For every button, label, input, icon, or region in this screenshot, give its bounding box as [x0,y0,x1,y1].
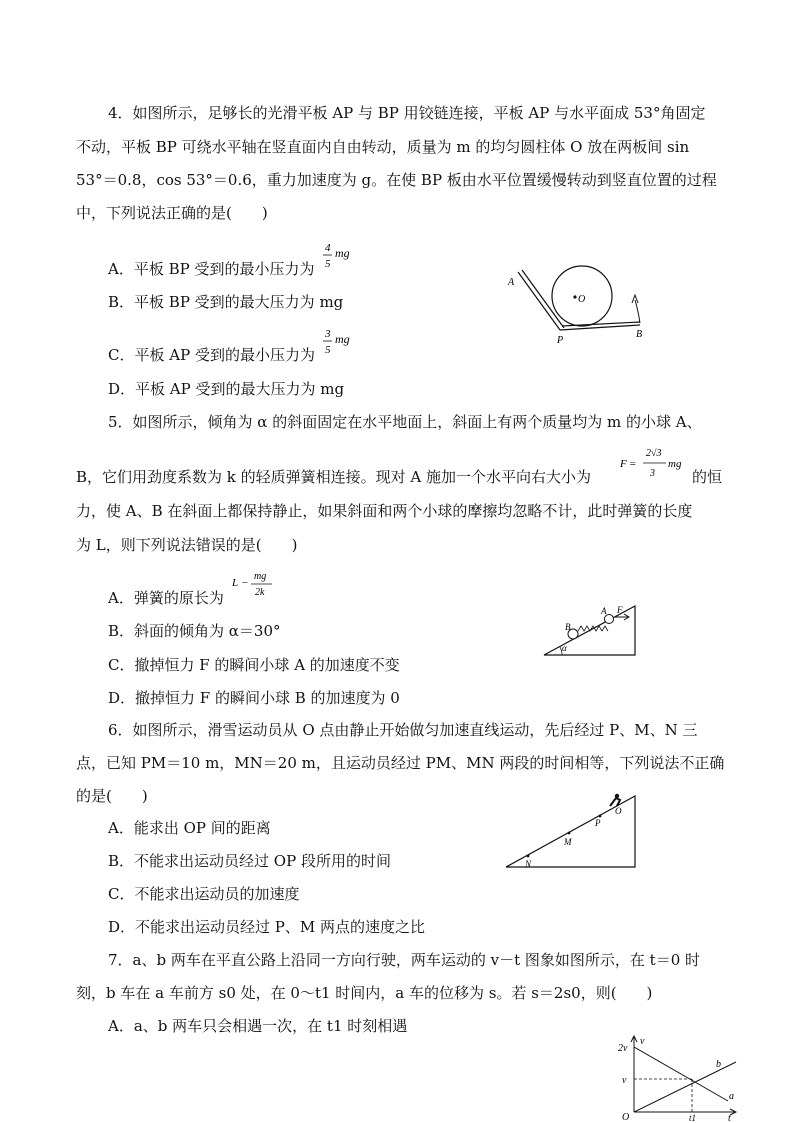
q7-vt-graph [612,1032,744,1122]
q6-label-p: P [595,818,601,828]
q5-line-2-tail: 的恒 [692,468,723,486]
q6-label-o: O [615,806,622,816]
q6-line-3: 的是( ) [76,787,148,805]
svg-text:3: 3 [650,468,655,479]
svg-text:mg: mg [335,246,350,260]
q6-option-b: B．不能求出运动员经过 OP 段所用的时间 [108,852,391,870]
q6-line-1: 6．如图所示，滑雪运动员从 O 点由静止开始做匀加速直线运动，先后经过 P、M、N 三 [108,721,698,739]
q5-option-a-math [232,567,284,607]
q5-label-alpha: α [562,643,567,653]
q5-option-c: C．撤掉恒力 F 的瞬间小球 A 的加速度不变 [108,656,400,674]
q4-figure [500,262,660,347]
svg-text:5: 5 [325,258,331,270]
q6-label-m: M [564,837,572,847]
q5-option-a: A．弹簧的原长为 [108,589,224,607]
q7-option-a: A．a、b 两车只会相遇一次，在 t1 时刻相遇 [108,1017,408,1035]
q4-option-c: C．平板 AP 受到的最小压力为 [108,346,315,364]
q7-label-a: a [729,1091,734,1102]
q7-label-v-axis: v [640,1036,645,1047]
q6-figure [500,788,640,870]
q4-line-2: 不动，平板 BP 可绕水平轴在竖直面内自由转动，质量为 m 的均匀圆柱体 O 放在两板间 sin [76,138,690,156]
q7-label-b: b [716,1059,721,1070]
q5-label-b: B [565,622,571,632]
q4-line-1: 4．如图所示，足够长的光滑平板 AP 与 BP 用铰链连接，平板 AP 与水平面成 53°角固定 [108,104,706,122]
svg-text:3: 3 [325,328,331,340]
q7-label-t: t [728,1113,731,1122]
q4-option-b: B．平板 BP 受到的最大压力为 mg [108,293,344,311]
q5-option-d: D．撤掉恒力 F 的瞬间小球 B 的加速度为 0 [108,689,400,707]
q4-line-4: 中，下列说法正确的是( ) [76,204,268,222]
svg-text:mg: mg [668,458,682,470]
q7-line-1: 7．a、b 两车在平直公路上沿同一方向行驶，两车运动的 v－t 图象如图所示，在 t＝0 时 [108,951,701,969]
q4-label-p: P [557,335,564,346]
q4-option-a-fraction [320,238,380,278]
svg-text:−: − [241,577,249,589]
q5-line-2: B，它们用劲度系数为 k 的轻质弹簧相连接。现对 A 施加一个水平向右大小为 [76,468,592,486]
q5-line-3: 力，使 A、B 在斜面上都保持静止，如果斜面和两个小球的摩擦均忽略不计，此时弹簧的长度 [76,502,693,520]
q6-option-d: D．不能求出运动员经过 P、M 两点的速度之比 [108,918,426,936]
svg-text:2√3: 2√3 [646,448,662,459]
q4-option-d: D．平板 AP 受到的最大压力为 mg [108,380,345,398]
q7-label-2v: 2v [618,1043,628,1054]
q4-line-3: 53°＝0.8，cos 53°＝0.6，重力加速度为 g。在使 BP 板由水平位置缓慢转动到竖直位置的过程 [76,171,717,189]
q4-option-c-fraction [320,324,380,364]
q6-option-c: C．不能求出运动员的加速度 [108,885,300,903]
svg-text:F: F [620,458,627,470]
q5-label-f: F [617,605,623,615]
q5-line-4: 为 L，则下列说法错误的是( ) [76,536,298,554]
q7-line-2: 刻，b 车在 a 车前方 s0 处，在 0～t1 时间内，a 车的位移为 s。若 s＝2s0，则( ) [76,984,653,1002]
q6-label-n: N [525,859,532,869]
q6-option-a: A．能求出 OP 间的距离 [108,819,271,837]
q5-label-a: A [601,606,607,616]
q5-option-b: B．斜面的倾角为 α＝30° [108,622,281,640]
q5-figure [540,600,640,660]
q7-label-t1: t1 [689,1113,697,1122]
q4-label-o: O [578,294,586,305]
svg-text:2k: 2k [255,587,265,598]
q4-option-a: A．平板 BP 受到的最小压力为 [108,260,315,278]
svg-text:=: = [629,458,637,470]
q6-line-2: 点，已知 PM＝10 m，MN＝20 m，且运动员经过 PM、MN 两段的时间相等，下列说法不正确 [76,754,725,772]
svg-text:4: 4 [325,242,331,254]
q7-label-v: v [622,1075,627,1086]
svg-text:mg: mg [254,571,267,582]
svg-text:L: L [232,577,239,589]
q7-label-origin: O [622,1112,630,1122]
q4-label-a: A [508,277,515,288]
q5-force-expression [620,442,692,488]
svg-text:mg: mg [335,332,350,346]
q4-label-b: B [636,329,643,340]
q5-line-1: 5．如图所示，倾角为 α 的斜面固定在水平地面上，斜面上有两个质量均为 m 的小球 A、 [108,413,702,431]
svg-text:5: 5 [325,344,331,356]
